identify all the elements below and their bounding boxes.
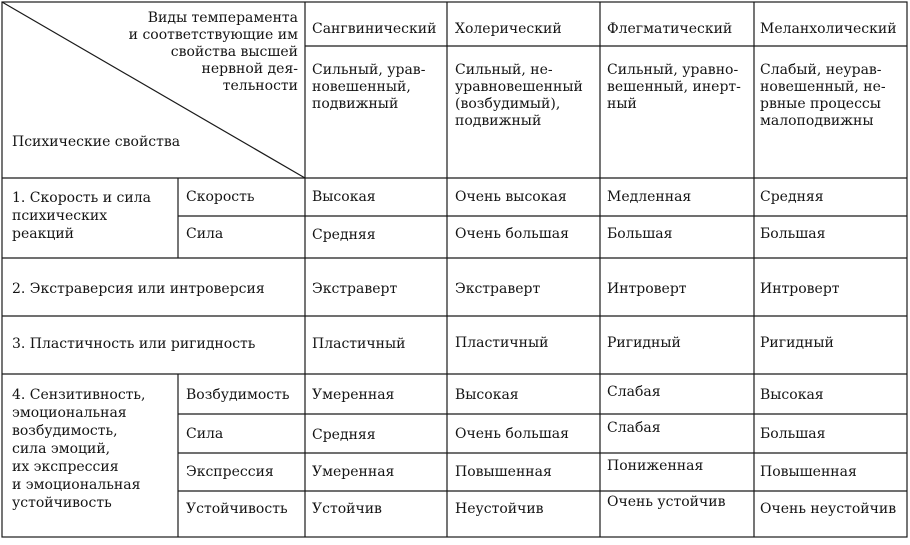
corner-top-line: Виды темперамента [147,10,298,26]
sub-label-stability: Устойчивость [186,501,288,517]
cell-force2-phlegmatic: Слабая [607,420,661,436]
cell-force-melancholic: Большая [760,226,826,242]
trait-line: рвные процессы [760,96,881,112]
group-3-label: 3. Пластичность или ригидность [12,336,256,352]
cell-speed-phlegmatic: Медленная [607,189,692,205]
trait-line: подвижный [455,113,542,129]
trait-line: новешенный, не- [760,79,886,95]
sub-label-excitability: Возбудимость [186,387,290,403]
group-label-line: эмоциональная [12,405,127,421]
group-label-line: 4. Сензитивность, [12,387,146,403]
trait-line: Слабый, неурав- [760,62,882,78]
cell-plast-choleric: Пластичный [455,335,549,351]
sub-label-expression: Экспрессия [186,464,274,480]
cell-expr-phlegmatic: Пониженная [607,458,704,474]
group-label-line: 1. Скорость и сила [12,190,151,206]
corner-top-line: и соответствующие им [128,27,298,43]
corner-top-line: тельности [222,78,298,94]
cell-stab-melancholic: Очень неустойчив [760,501,897,517]
cell-force-sanguine: Средняя [312,227,376,243]
trait-line: (возбудимый), [455,96,561,112]
cell-extra-phlegmatic: Интроверт [607,281,687,297]
cell-excit-phlegmatic: Слабая [607,384,661,400]
sub-label-speed: Скорость [186,189,255,205]
cell-extra-melancholic: Интроверт [760,281,840,297]
cell-speed-sanguine: Высокая [312,189,376,205]
trait-line: уравновешенный [455,79,583,95]
trait-line: Сильный, не- [455,62,553,78]
cell-stab-phlegmatic: Очень устойчив [607,494,726,510]
trait-line: малоподвижны [760,113,874,129]
corner-header-bottom: Психические свойства [12,134,181,150]
group-label-line: реакций [12,226,75,242]
cell-extra-sanguine: Экстраверт [312,281,398,297]
temperament-name: Холерический [455,21,562,37]
cell-excit-sanguine: Умеренная [312,387,395,403]
cell-expr-sanguine: Умеренная [312,464,395,480]
temperament-name: Сангвинический [312,21,437,37]
trait-line: Сильный, урав- [312,62,426,78]
sub-label-force: Сила [186,426,224,442]
sub-label-force: Сила [186,226,224,242]
corner-top-line: свойства высшей [170,44,298,60]
cell-excit-melancholic: Высокая [760,387,824,403]
cell-force2-melancholic: Большая [760,426,826,442]
cell-force-phlegmatic: Большая [607,226,673,242]
group-2-label: 2. Экстраверсия или интроверсия [12,281,265,297]
group-label-line: и эмоциональная [12,477,141,493]
trait-line: Сильный, уравно- [607,62,739,78]
trait-line: ный [607,96,637,112]
group-label-line: их экспрессия [12,459,119,475]
cell-stab-sanguine: Устойчив [312,501,382,517]
cell-extra-choleric: Экстраверт [455,281,541,297]
cell-force-choleric: Очень большая [455,226,569,242]
temperament-name: Флегматический [607,21,733,37]
cell-excit-choleric: Высокая [455,387,519,403]
trait-line: вешенный, инерт- [607,79,741,95]
trait-line: подвижный [312,96,399,112]
temperament-name: Меланхолический [760,21,897,37]
cell-expr-choleric: Повышенная [455,464,552,480]
cell-force2-sanguine: Средняя [312,427,376,443]
cell-force2-choleric: Очень большая [455,426,569,442]
group-label-line: сила эмоций, [12,441,111,457]
cell-stab-choleric: Неустойчив [455,501,544,517]
group-label-line: возбудимость, [12,423,118,439]
cell-plast-phlegmatic: Ригидный [607,335,681,351]
cell-plast-melancholic: Ригидный [760,335,834,351]
group-label-line: психических [12,208,108,224]
cell-plast-sanguine: Пластичный [312,336,406,352]
trait-line: новешенный, [312,79,411,95]
cell-expr-melancholic: Повышенная [760,464,857,480]
corner-top-line: нервной дея- [201,61,298,77]
group-label-line: устойчивость [12,495,112,511]
cell-speed-choleric: Очень высокая [455,189,567,205]
cell-speed-melancholic: Средняя [760,189,824,205]
